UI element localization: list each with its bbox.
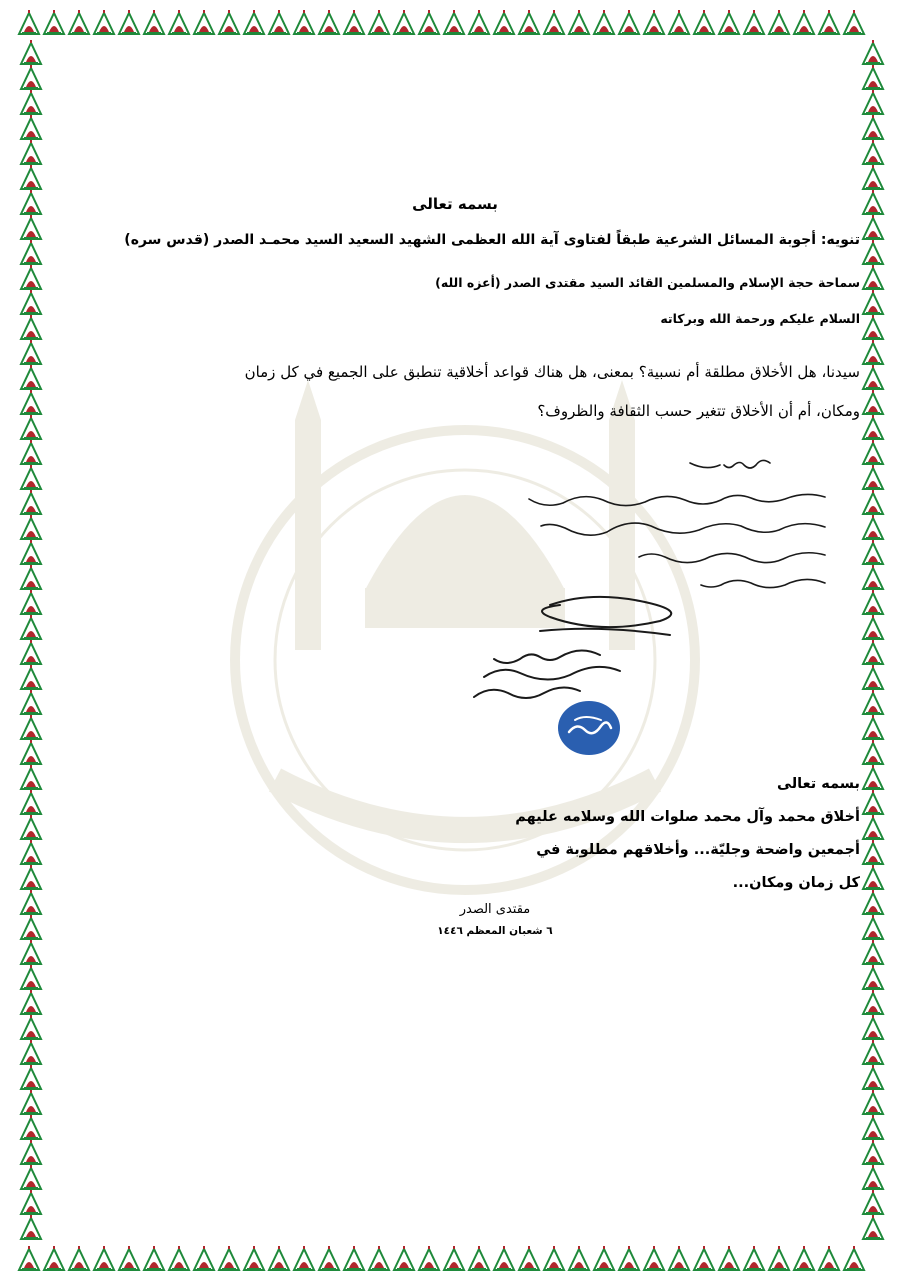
- shrine-dome-icon: [863, 340, 883, 365]
- shrine-dome-icon: [863, 690, 883, 715]
- answer-line-1: أخلاق محمد وآل محمد صلوات الله وسلامه عليهم: [515, 809, 860, 825]
- shrine-dome-icon: [863, 115, 883, 140]
- shrine-dome-icon: [863, 90, 883, 115]
- shrine-dome-icon: [863, 915, 883, 940]
- official-stamp: [557, 700, 621, 756]
- shrine-dome-icon: [863, 165, 883, 190]
- shrine-dome-icon: [863, 1190, 883, 1215]
- shrine-dome-icon: [21, 1065, 41, 1090]
- shrine-dome-icon: [863, 665, 883, 690]
- shrine-dome-icon: [21, 940, 41, 965]
- shrine-dome-icon: [21, 315, 41, 340]
- shrine-dome-icon: [863, 715, 883, 740]
- shrine-dome-icon: [21, 115, 41, 140]
- notice-line: تنويه: أجوبة المسائل الشرعية طبقاً لفتاوى آية الله العظمى الشهيد السعيد السيد محمـد الصدر (قدس سره): [124, 232, 860, 248]
- shrine-dome-icon: [21, 1165, 41, 1190]
- shrine-dome-icon: [863, 540, 883, 565]
- shrine-dome-icon: [21, 290, 41, 315]
- addressee-line: سماحة حجة الإسلام والمسلمين القائد السيد مقتدى الصدر (أعزه الله): [435, 275, 860, 290]
- shrine-dome-icon: [21, 1040, 41, 1065]
- typed-answer: [440, 768, 860, 900]
- shrine-dome-icon: [21, 215, 41, 240]
- handwritten-answer-signature: [420, 455, 840, 755]
- shrine-dome-icon: [21, 415, 41, 440]
- signer-name: مقتدى الصدر: [459, 902, 531, 917]
- shrine-dome-icon: [21, 65, 41, 90]
- basmala-heading: بسمه تعالى: [412, 195, 498, 213]
- shrine-dome-icon: [863, 765, 883, 790]
- shrine-dome-icon: [863, 1115, 883, 1140]
- shrine-dome-icon: [863, 940, 883, 965]
- shrine-dome-icon: [21, 865, 41, 890]
- greeting-line: السلام عليكم ورحمة الله وبركاته: [660, 311, 860, 326]
- shrine-dome-icon: [863, 640, 883, 665]
- shrine-dome-icon: [21, 190, 41, 215]
- shrine-dome-icon: [863, 1015, 883, 1040]
- shrine-dome-icon: [19, 1246, 39, 1271]
- shrine-dome-icon: [21, 390, 41, 415]
- shrine-dome-icon: [21, 140, 41, 165]
- shrine-dome-icon: [21, 540, 41, 565]
- shrine-dome-icon: [863, 65, 883, 90]
- shrine-dome-icon: [21, 90, 41, 115]
- shrine-dome-icon: [19, 10, 39, 35]
- shrine-dome-icon: [21, 1140, 41, 1165]
- shrine-dome-icon: [863, 865, 883, 890]
- shrine-dome-icon: [21, 915, 41, 940]
- shrine-dome-icon: [863, 1090, 883, 1115]
- shrine-dome-icon: [21, 715, 41, 740]
- shrine-dome-icon: [21, 565, 41, 590]
- shrine-dome-icon: [863, 515, 883, 540]
- shrine-dome-icon: [21, 790, 41, 815]
- shrine-dome-icon: [863, 1065, 883, 1090]
- shrine-dome-icon: [863, 1040, 883, 1065]
- shrine-dome-icon: [863, 440, 883, 465]
- shrine-dome-icon: [21, 1190, 41, 1215]
- shrine-dome-icon: [863, 465, 883, 490]
- shrine-dome-icon: [21, 640, 41, 665]
- shrine-dome-icon: [863, 190, 883, 215]
- question-line-1: سيدنا، هل الأخلاق مطلقة أم نسبية؟ بمعنى، هل هناك قواعد أخلاقية تنطبق على الجميع في كل زمان: [244, 363, 860, 381]
- shrine-dome-icon: [863, 1165, 883, 1190]
- shrine-dome-icon: [21, 440, 41, 465]
- shrine-dome-icon: [863, 965, 883, 990]
- shrine-dome-icon: [21, 765, 41, 790]
- shrine-dome-icon: [863, 740, 883, 765]
- shrine-dome-icon: [21, 615, 41, 640]
- shrine-dome-icon: [21, 1215, 41, 1240]
- shrine-dome-icon: [863, 815, 883, 840]
- shrine-dome-icon: [21, 340, 41, 365]
- shrine-dome-icon: [21, 690, 41, 715]
- answer-heading: بسمه تعالى: [777, 776, 860, 792]
- shrine-dome-icon: [863, 140, 883, 165]
- shrine-dome-icon: [21, 490, 41, 515]
- answer-date: ٦ شعبان المعظم ١٤٤٦: [437, 925, 553, 937]
- shrine-dome-icon: [863, 890, 883, 915]
- shrine-dome-icon: [863, 1215, 883, 1240]
- shrine-dome-icon: [21, 240, 41, 265]
- shrine-dome-icon: [863, 265, 883, 290]
- shrine-dome-icon: [863, 590, 883, 615]
- shrine-dome-icon: [21, 1115, 41, 1140]
- question-line-2: ومكان، أم أن الأخلاق تتغير حسب الثقافة والظروف؟: [537, 402, 860, 420]
- shrine-dome-icon: [863, 315, 883, 340]
- shrine-dome-icon: [863, 240, 883, 265]
- answer-line-2: أجمعين واضحة وجليّة... وأخلاقهم مطلوبة في: [536, 842, 860, 858]
- question-text: [60, 353, 860, 431]
- shrine-dome-icon: [21, 965, 41, 990]
- answer-line-3: كل زمان ومكان...: [732, 875, 860, 891]
- shrine-dome-icon: [863, 840, 883, 865]
- shrine-dome-icon: [863, 390, 883, 415]
- shrine-dome-icon: [863, 790, 883, 815]
- shrine-dome-icon: [21, 1090, 41, 1115]
- shrine-dome-icon: [21, 990, 41, 1015]
- shrine-dome-icon: [21, 665, 41, 690]
- shrine-dome-icon: [21, 365, 41, 390]
- shrine-dome-icon: [21, 740, 41, 765]
- shrine-dome-icon: [21, 465, 41, 490]
- shrine-dome-icon: [21, 265, 41, 290]
- shrine-dome-icon: [863, 565, 883, 590]
- shrine-dome-icon: [863, 40, 883, 65]
- shrine-dome-icon: [863, 365, 883, 390]
- shrine-dome-icon: [863, 1140, 883, 1165]
- shrine-dome-icon: [863, 290, 883, 315]
- shrine-dome-icon: [863, 990, 883, 1015]
- shrine-dome-icon: [863, 415, 883, 440]
- shrine-dome-icon: [21, 1015, 41, 1040]
- shrine-dome-icon: [21, 840, 41, 865]
- shrine-dome-icon: [21, 890, 41, 915]
- shrine-dome-icon: [21, 815, 41, 840]
- shrine-dome-icon: [21, 40, 41, 65]
- shrine-dome-icon: [21, 165, 41, 190]
- shrine-dome-icon: [21, 590, 41, 615]
- shrine-dome-icon: [21, 515, 41, 540]
- shrine-dome-icon: [863, 215, 883, 240]
- shrine-dome-icon: [863, 615, 883, 640]
- shrine-dome-icon: [863, 490, 883, 515]
